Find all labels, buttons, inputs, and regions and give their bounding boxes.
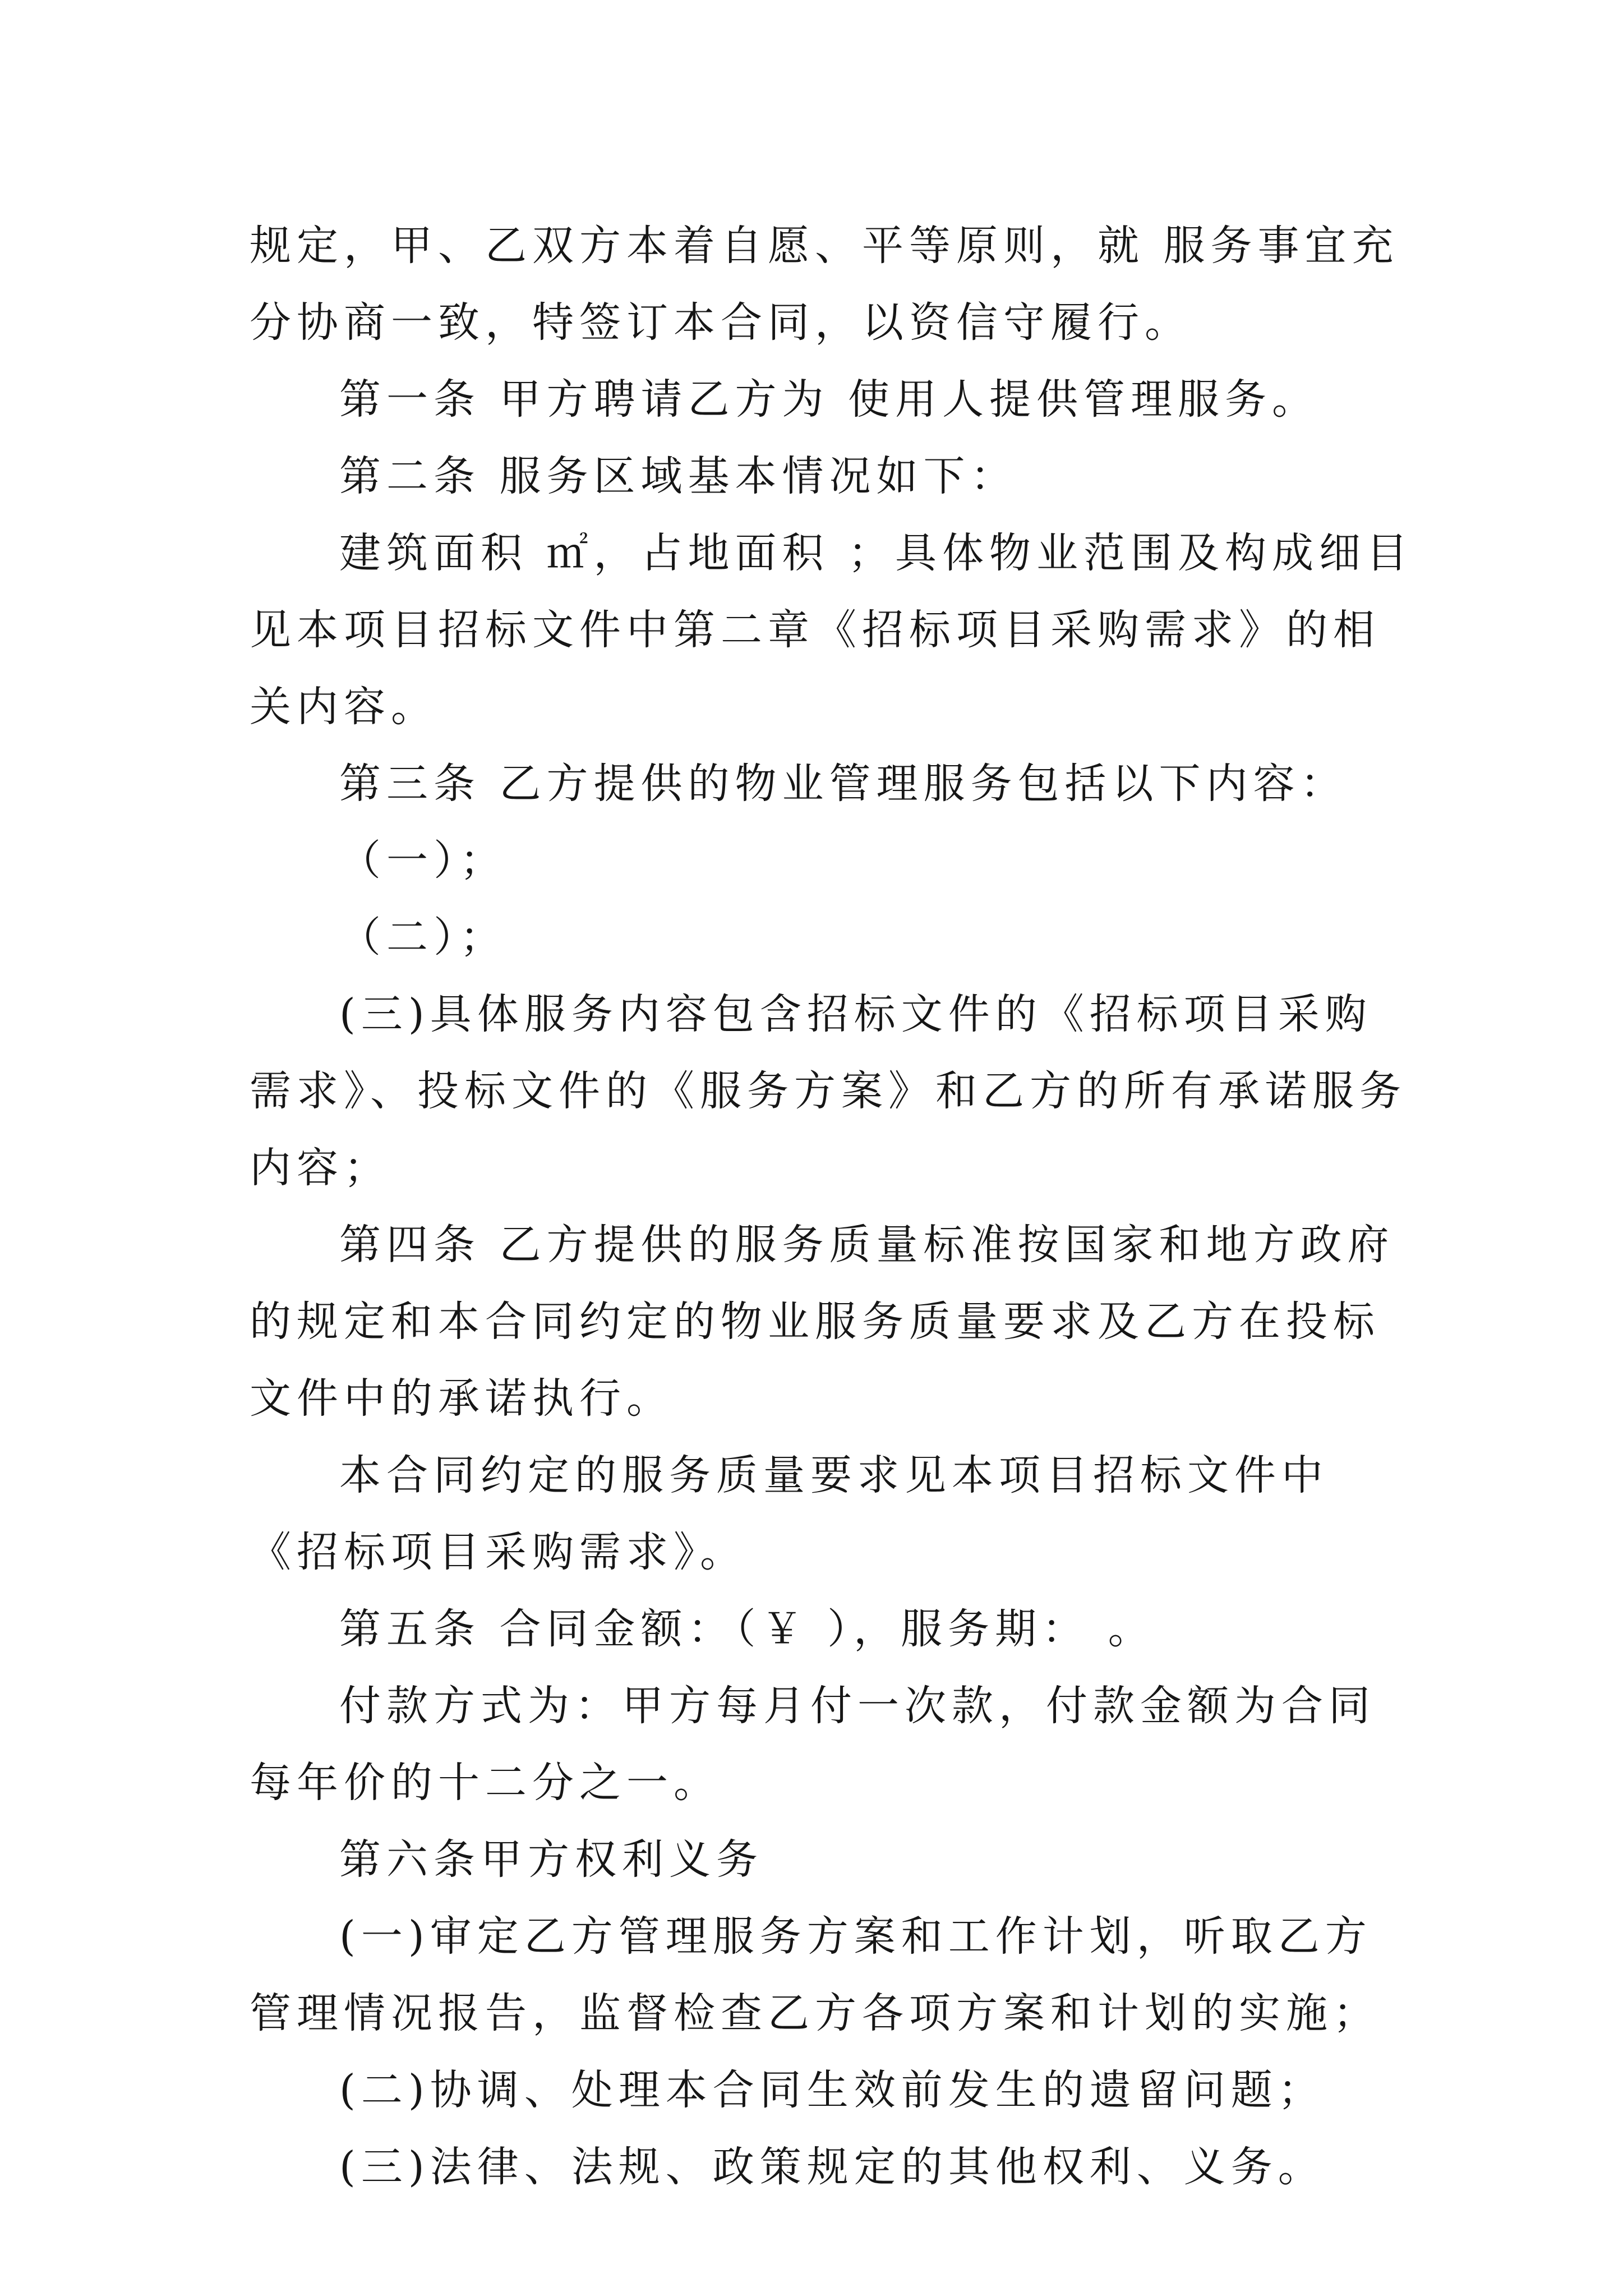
paragraph-item-2: （二）；	[339, 913, 507, 961]
paragraph-quality-requirements: 本合同约定的服务质量要求见本项目招标文件中《招标项目采购需求》。	[250, 1451, 1329, 1576]
contract-text	[250, 208, 1416, 2206]
paragraph-article-1: 第一条 甲方聘请乙方为 使用人提供管理服务。	[339, 375, 1320, 424]
paragraph-area-details: 建筑面积 ㎡，占地面积 ；具体物业范围及构成细目见本项目招标文件中第二章《招标项目采购需求》的相关内容。	[250, 529, 1414, 731]
paragraph-item-3: (三)具体服务内容包含招标文件的《招标项目采购需求》、投标文件的《服务方案》和乙方的所有承诺服务内容；	[250, 990, 1407, 1192]
paragraph-article-6-item-2: (二)协调、处理本合同生效前发生的遗留问题；	[339, 2066, 1325, 2114]
paragraph-article-4: 第四条 乙方提供的服务质量标准按国家和地方政府的规定和本合同约定的物业服务质量要求及乙方在投标文件中的承诺执行。	[250, 1221, 1395, 1423]
paragraph-article-5: 第五条 合同金额：（￥ ），服务期： 。	[339, 1605, 1155, 1653]
paragraph-article-2: 第二条 服务区域基本情况如下：	[339, 452, 1018, 500]
paragraph-article-6-item-1: (一)审定乙方管理服务方案和工作计划，听取乙方管理情况报告，监督检查乙方各项方案和计划的实施；	[250, 1912, 1380, 2037]
paragraph-article-3: 第三条 乙方提供的物业管理服务包括以下内容：	[339, 760, 1348, 808]
paragraph-item-1: （一）；	[339, 836, 507, 885]
paragraph-payment: 付款方式为：甲方每月付一次款，付款金额为合同每年价的十二分之一。	[250, 1682, 1376, 1807]
paragraph-article-6-item-3: (三)法律、法规、政策规定的其他权利、义务。	[339, 2143, 1325, 2191]
paragraph-article-6: 第六条甲方权利义务	[339, 1835, 763, 1884]
paragraph-intro: 规定，甲、乙双方本着自愿、平等原则，就 服务事宜充分协商一致，特签订本合同，以资信守履行。	[250, 222, 1399, 347]
